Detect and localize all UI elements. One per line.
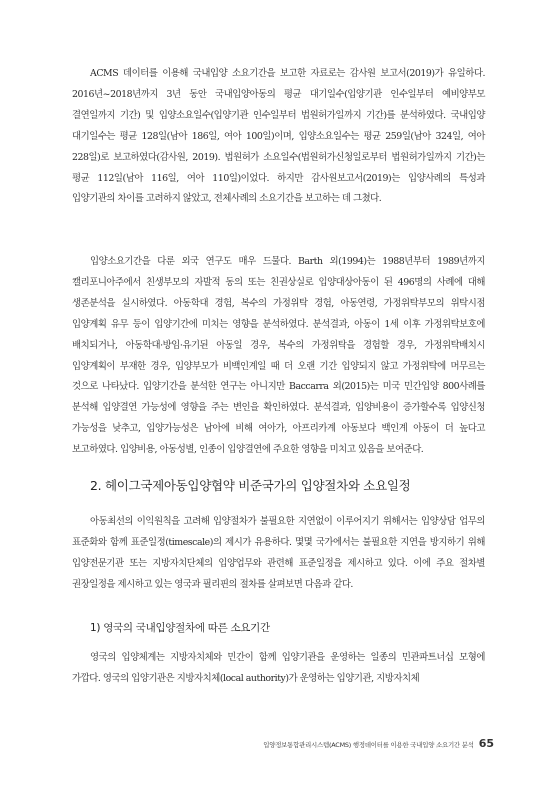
section-heading: 2. 헤이그국제아동입양협약 비준국가의 입양절차와 소요일정 (90, 478, 411, 493)
page-number: 65 (478, 737, 494, 750)
paragraph-foreign-studies: 입양소요기간을 다룬 외국 연구도 매우 드물다. Barth 외(1994)는 1988년부터 1989년까지 캘리포니아주에서 친생부모의 자발적 동의 또는 친권상실로 입양대상아동이 된 496명의 사례에 대해 생존분석을 실시하였다. 아동학대 경험, 복수의 가정위탁 경험, 아동연령, 가정위탁부모의 위탁시점 입양계획 유무 등이 입양기간에 미치는 영향을 분석하였다. 분석결과, 아동이 1세 이후 가정위탁보호에 배치되거나, 아동학대·방임·유기된 아동일 경우, 복수의 가정위탁을 경험할 경우, 가정위탁배치시 입양계획이 부재한 경우, 입양부모가 비백인계일 때 더 오랜 기간 입양되지 않고 가정위탁에 머무르는 것으로 나타났다. 입양기간을 분석한 연구는 아니지만 Baccarra 외(2015)는 미국 민간입양 800사례를 분석해 입양결연 가능성에 영향을 주는 변인을 확인하였다. 분석결과, 입양비용이 증가할수록 입양신청 가능성을 낮추고, 입양가능성은 남아에 비해 여아가, 아프리카계 아동보다 백인계 아동이 더 높다고 보고하였다. 입양비용, 아동성별, 인종이 입양결연에 주요한 영향을 미치고 있음을 보여준다. (72, 256, 485, 456)
paragraph-uk-adoption: 영국의 입양체계는 지방자치체와 민간이 함께 입양기관을 운영하는 일종의 민관파트너십 모형에 가깝다. 영국의 입양기관은 지방자치체(local authority)가 운영하는 입양기관, 지방자치체 (72, 652, 485, 684)
running-title: 입양정보통합관리시스템(ACMS) 행정데이터를 이용한 국내입양 소요기간 분석 (263, 741, 474, 749)
subsection-heading: 1) 영국의 국내입양절차에 따른 소요기간 (90, 622, 270, 634)
paragraph-acms-report: ACMS 데이터를 이용해 국내입양 소요기간을 보고한 자료로는 감사원 보고서(2019)가 유일하다. 2016년~2018년까지 3년 동안 국내입양아동의 평균 대기일수(입양기관 인수일부터 예비양부모 결연일까지 기간) 및 입양소요일수(입양기관 인수일부터 법원허가일까지 기간)를 분석하였다. 국내입양 대기일수는 평균 128일(남아 186일, 여아 100일)이며, 입양소요일수는 평균 259일(남아 324일, 여아 228일)로 보고하였다(감사원, 2019). 법원허가 소요일수(법원허가신청일로부터 법원허가일까지 기간)는 평균 112일(남아 116일, 여아 110일)이었다. 하지만 감사원보고서(2019)는 입양사례의 특성과 입양기관의 차이를 고려하지 않았고, 전체사례의 소요기간을 보고하는 데 그쳤다. (72, 68, 485, 205)
paragraph-timescale: 아동최선의 이익원칙을 고려해 입양절차가 불필요한 지연없이 이루어지기 위해서는 입양상담 업무의 표준화와 함께 표준일정(timescale)의 제시가 유용하다. 몇몇 국가에서는 불필요한 지연을 방지하기 위해 입양전문기관 또는 지방자치단체의 입양업무와 관련해 표준일정을 제시하고 있다. 이에 주요 절차별 권장일정을 제시하고 있는 영국과 필리핀의 절차를 살펴보면 다음과 같다. (72, 516, 485, 590)
page-footer (200, 732, 494, 751)
